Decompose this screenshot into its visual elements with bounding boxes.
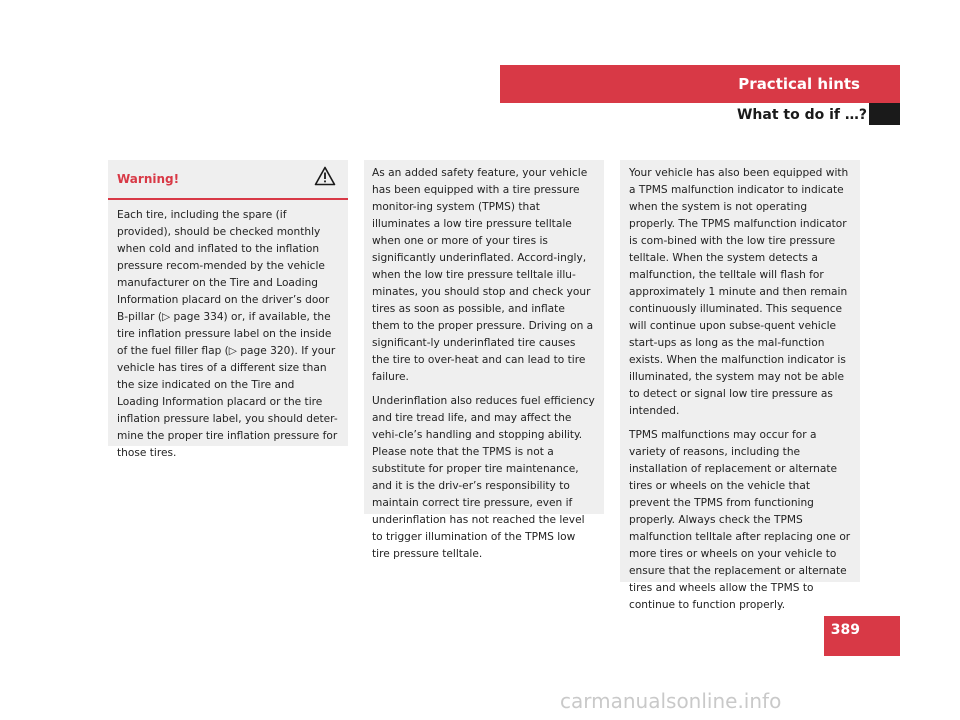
warning-text: Each tire, including the spare (if provided), should be checked monthly when cold and inflated to the inflation pressure recom-mended by the vehicle manufacturer on the Tire and Loading Information placard on the driver’s door B-pillar (▷ page 334) or, if available, the tire inflation pressure label on the inside of the fuel filler flap (▷ page 320). If your vehicle has tires of a different size than the size indicated on the Tire and Loading Information placard or the tire inflation pressure label, you should deter-mine the proper tire inflation pressure for those tires. (117, 209, 338, 459)
section-title: Practical hints (738, 75, 860, 93)
section-header-bar (500, 65, 900, 103)
warning-panel (108, 160, 348, 459)
page-number: 389 (830, 622, 860, 638)
subsection-title: What to do if …? (736, 107, 867, 123)
column3-paragraph-1: Your vehicle has also been equipped with a TPMS malfunction indicator to indicate when the system is not operating properly. The TPMS malfunction indicator is com-bined with the low tire pressure telltale. When the system detects a malfunction, the telltale will flash for approximately 1 minute and then remain continuously illuminated. This sequence will continue upon subse-quent vehicle start-ups as long as the mal-function exists. When the malfunction indicator is illuminated, the system may not be able to detect or signal low tire pressure as intended. (629, 167, 849, 417)
column2-paragraph-1: As an added safety feature, your vehicle has been equipped with a tire pressure monitor-ing system (TPMS) that illuminates a low tire pressure telltale when one or more of your tires is significantly underinflated. Accord-ingly, when the low tire pressure telltale illu-minates, you should stop and check your tires as soon as possible, and inflate them to the proper pressure. Driving on a significant-ly underinflated tire causes the tire to over-heat and can lead to tire failure. (372, 167, 594, 383)
header-corner-block (869, 103, 900, 125)
warning-header (108, 160, 348, 200)
watermark: carmanualsonline.info (560, 689, 782, 713)
info-column-3 (620, 160, 860, 611)
warning-triangle-icon (314, 166, 336, 192)
warning-title: Warning! (117, 171, 180, 186)
page-number-box (824, 616, 900, 656)
info-column-2 (364, 160, 604, 560)
column3-paragraph-2: TPMS malfunctions may occur for a variety of reasons, including the installation of replacement or alternate tires or wheels on the vehicle that prevent the TPMS from functioning properly. Always check the TPMS malfunction telltale after replacing one or more tires or wheels on your vehicle to ensure that the replacement or alternate tires and wheels allow the TPMS to continue to function properly. (629, 429, 851, 611)
column2-paragraph-2: Underinflation also reduces fuel efficiency and tire tread life, and may affect the vehi-cle’s handling and stopping ability. Please note that the TPMS is not a substitute for proper tire maintenance, and it is the driv-er’s responsibility to maintain correct tire pressure, even if underinflation has not reached the level to trigger illumination of the TPMS low tire pressure telltale. (372, 395, 595, 560)
